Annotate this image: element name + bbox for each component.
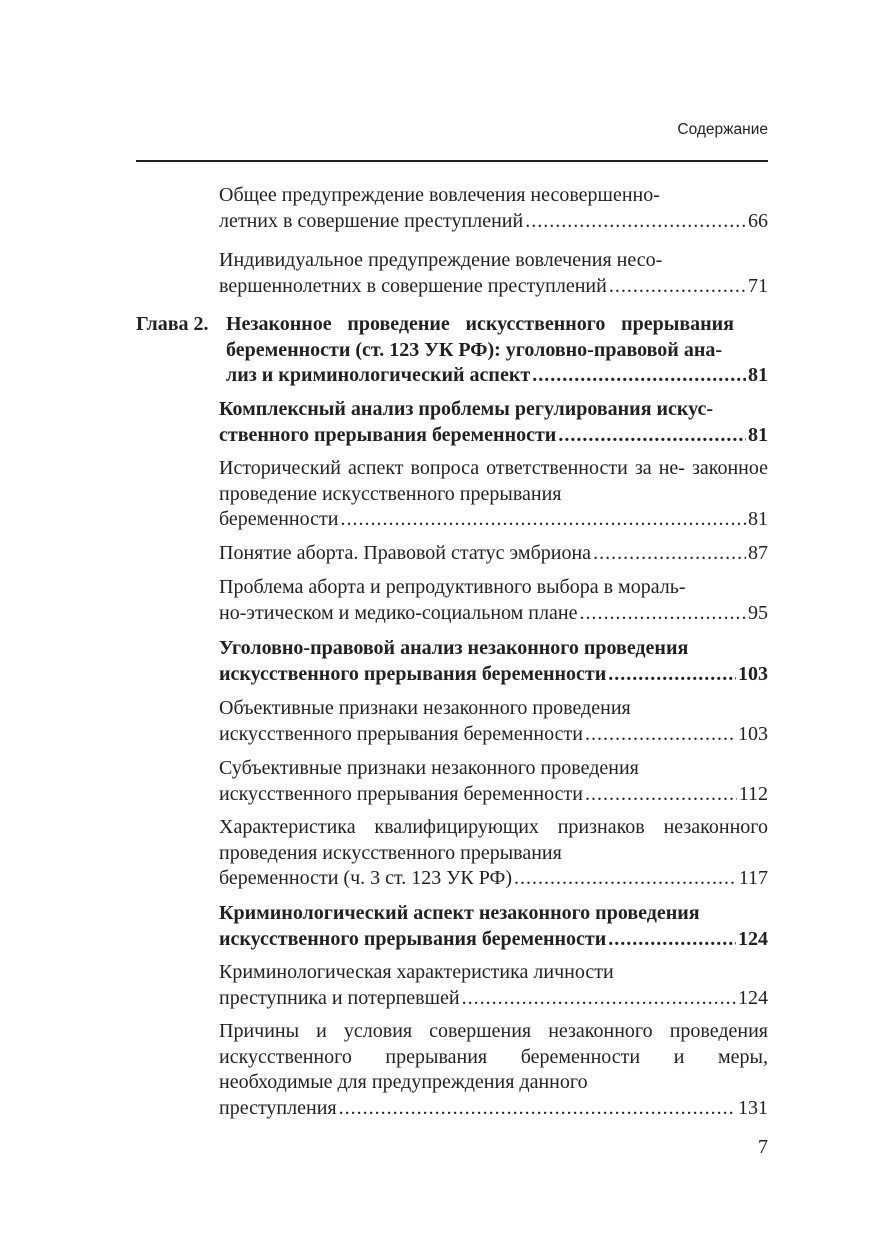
toc-entry — [219, 575, 768, 626]
toc-entry — [219, 541, 768, 567]
toc-leader-dots — [558, 423, 746, 449]
toc-page-number: 95 — [748, 601, 768, 624]
toc-entry-text: Проблема аборта и репродуктивного выбора в мораль- — [219, 576, 686, 598]
toc-page-number: 81 — [748, 508, 768, 530]
toc-leader-dots — [608, 927, 736, 953]
toc-entry-text: Индивидуальное предупреждение вовлечения несо- — [219, 249, 663, 271]
toc-leader-dots — [609, 274, 746, 300]
toc-entry-text: Причины и условия совершения незаконного проведения искусственного прерывания беременности и меры, необходимые для предупреждения данного — [219, 1020, 768, 1093]
toc-section-entry — [219, 636, 768, 687]
toc-page-number: 131 — [738, 1096, 768, 1119]
toc-entry-text: Субъективные признаки незаконного проведения — [219, 757, 639, 779]
toc-entry — [219, 756, 768, 807]
toc-entry-text: Объективные признаки незаконного проведения — [219, 697, 631, 719]
running-head: Содержание — [677, 121, 768, 138]
toc-entry-text: Криминологическая характеристика личности — [219, 961, 614, 983]
toc-page-number: 124 — [738, 986, 768, 1009]
toc-entry-text-last: искусственного прерывания беременности — [219, 722, 583, 745]
toc-entry — [219, 183, 768, 234]
toc-page-number: 71 — [748, 274, 768, 297]
toc-entry — [219, 696, 768, 747]
toc-leader-dots — [462, 986, 736, 1012]
toc-entry-text-last: искусственного прерывания беременности — [219, 782, 583, 805]
toc-entry — [219, 456, 768, 533]
toc-entry-text-last: преступления — [219, 1096, 337, 1119]
toc-page-number: 103 — [738, 722, 768, 745]
toc-entry — [219, 1019, 768, 1121]
toc-page-number: 103 — [738, 662, 768, 685]
toc-leader-dots — [532, 363, 746, 389]
toc-leader-dots — [585, 782, 737, 808]
toc-entry-text-last: беременности — [219, 508, 339, 530]
toc-entry-text: Незаконное проведение искусственного прерывания беременности (ст. 123 УК РФ): уголовно-правовой ана- — [226, 313, 734, 361]
toc-leader-dots — [585, 722, 736, 748]
toc-chapter-entry — [136, 312, 768, 389]
toc-page-number: 87 — [748, 542, 768, 564]
toc-leader-dots — [579, 601, 746, 627]
toc-entry-text: Уголовно-правовой анализ незаконного проведения — [219, 637, 689, 659]
toc-page-number: 117 — [738, 867, 768, 889]
toc-entry-text-last: вершеннолетних в совершение преступлений — [219, 274, 607, 297]
toc-section-entry — [219, 397, 768, 448]
toc-entry-text-last: искусственного прерывания беременности — [219, 662, 607, 685]
toc-page-number: 124 — [738, 927, 768, 950]
toc-entry-text-last: Понятие аборта. Правовой статус эмбриона — [219, 542, 592, 564]
toc-entry-text: Характеристика квалифицирующих признаков незаконного проведения искусственного прерывания — [219, 816, 768, 864]
toc-page-number: 81 — [748, 364, 768, 386]
toc-entry — [219, 248, 768, 299]
chapter-label: Глава 2. — [136, 313, 209, 335]
toc-section-entry — [219, 901, 768, 952]
toc-entry-text: Исторический аспект вопроса ответственности за не- законное проведение искусственного прерывания — [219, 457, 768, 505]
toc-leader-dots — [340, 507, 746, 533]
toc-leader-dots — [593, 541, 746, 567]
toc-entry-text-last: лиз и криминологический аспект — [226, 364, 531, 386]
toc-page-number: 81 — [748, 423, 768, 446]
toc-entry-text: Общее предупреждение вовлечения несовершенно- — [219, 184, 660, 206]
toc-page-number: 112 — [738, 782, 768, 805]
toc-entry — [219, 815, 768, 892]
toc-entry-text-last: беременности (ч. 3 ст. 123 УК РФ) — [219, 867, 512, 889]
toc-entry-text: Криминологический аспект незаконного проведения — [219, 902, 700, 924]
toc-entry-text-last: но-этическом и медико-социальном плане — [219, 601, 578, 624]
toc-entry-text-last: преступника и потерпевшей — [219, 986, 460, 1009]
toc-entry-text-last: искусственного прерывания беременности — [219, 927, 607, 950]
toc-leader-dots — [514, 866, 737, 892]
toc-page-number: 66 — [748, 209, 768, 232]
toc-leader-dots — [608, 662, 736, 688]
toc-entry-text-last: летних в совершение преступлений — [219, 209, 524, 232]
header-rule — [136, 160, 768, 162]
toc-entry-text: Комплексный анализ проблемы регулирования искус- — [219, 398, 714, 420]
toc-leader-dots — [339, 1096, 736, 1122]
toc-entry-text-last: ственного прерывания беременности — [219, 423, 557, 446]
toc-leader-dots — [525, 209, 746, 235]
page-number: 7 — [758, 1136, 768, 1158]
toc-entry — [219, 960, 768, 1011]
